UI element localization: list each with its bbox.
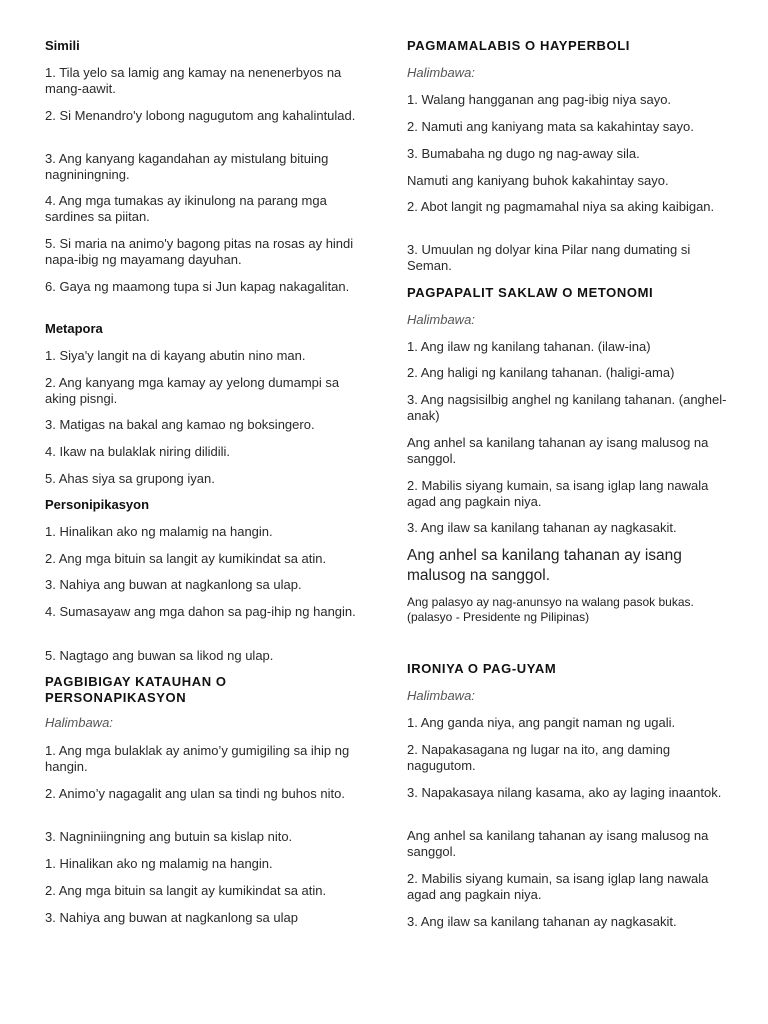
left-section-heading: Simili xyxy=(45,38,80,53)
right-line: 2. Namuti ang kaniyang mata sa kakahintay sayo. xyxy=(407,119,694,134)
left-line: 1. Ang mga bulaklak ay animo’y gumigiling sa ihip ng hangin. xyxy=(45,743,350,774)
left-line: 2. Ang kanyang mga kamay ay yelong dumampi sa aking pisngi. xyxy=(45,375,340,406)
left-line: 3. Nahiya ang buwan at nagkanlong sa ulap xyxy=(45,910,298,925)
left-line: 3. Matigas na bakal ang kamao ng boksingero. xyxy=(45,417,315,432)
right-line: 2. Mabilis siyang kumain, sa isang iglap lang nawala agad ang pagkain niya. xyxy=(407,478,709,509)
left-section-heading: Metapora xyxy=(45,321,103,336)
right-line: 2. Abot langit ng pagmamahal niya sa aking kaibigan. xyxy=(407,199,715,214)
right-line: 3. Ang ilaw sa kanilang tahanan ay nagkasakit. xyxy=(407,520,677,535)
left-line: 2. Ang mga bituin sa langit ay kumikindat sa atin. xyxy=(45,883,327,898)
right-section-heading: PAGMAMALABIS O HAYPERBOLI xyxy=(407,38,631,53)
left-example-label: Halimbawa: xyxy=(45,715,113,730)
left-line: 2. Ang mga bituin sa langit ay kumikindat sa atin. xyxy=(45,551,327,566)
right-line: Ang anhel sa kanilang tahanan ay isang malusog na sanggol. xyxy=(407,435,709,466)
left-line: 3. Nahiya ang buwan at nagkanlong sa ulap. xyxy=(45,577,302,592)
right-line: 2. Ang haligi ng kanilang tahanan. (haligi-ama) xyxy=(407,365,675,380)
right-example-label: Halimbawa: xyxy=(407,312,475,327)
left-line: 4. Ikaw na bulaklak niring dilidili. xyxy=(45,444,230,459)
right-line: 2. Napakasagana ng lugar na ito, ang daming nagugutom. xyxy=(407,742,671,773)
left-line: 5. Nagtago ang buwan sa likod ng ulap. xyxy=(45,648,274,663)
right-large-line: Ang anhel sa kanilang tahanan ay isang malusog na sanggol. xyxy=(407,547,682,584)
right-line: 3. Napakasaya nilang kasama, ako ay laging inaantok. xyxy=(407,785,722,800)
right-line: 3. Ang nagsisilbig anghel ng kanilang tahanan. (anghel-anak) xyxy=(407,392,727,423)
left-line: 1. Siya'y langit na di kayang abutin nino man. xyxy=(45,348,306,363)
left-section-heading: Personipikasyon xyxy=(45,497,150,512)
left-line: 4. Sumasayaw ang mga dahon sa pag-ihip ng hangin. xyxy=(45,604,356,619)
left-line: 4. Ang mga tumakas ay ikinulong na parang mga sardines sa piitan. xyxy=(45,193,327,224)
right-line: 1. Walang hangganan ang pag-ibig niya sayo. xyxy=(407,92,672,107)
left-line: 6. Gaya ng maamong tupa si Jun kapag nakagalitan. xyxy=(45,279,350,294)
right-line: 2. Mabilis siyang kumain, sa isang iglap lang nawala agad ang pagkain niya. xyxy=(407,871,709,902)
left-line: 1. Hinalikan ako ng malamig na hangin. xyxy=(45,524,273,539)
right-section-heading: IRONIYA O PAG-UYAM xyxy=(407,661,557,676)
left-line: 2. Si Menandro'y lobong nagugutom ang kahalintulad. xyxy=(45,108,356,123)
right-line: 3. Ang ilaw sa kanilang tahanan ay nagkasakit. xyxy=(407,914,677,929)
right-line: 1. Ang ilaw ng kanilang tahanan. (ilaw-ina) xyxy=(407,339,651,354)
right-example-label: Halimbawa: xyxy=(407,65,475,80)
right-section-heading: PAGPAPALIT SAKLAW O METONOMI xyxy=(407,285,654,300)
right-line: Namuti ang kaniyang buhok kakahintay sayo. xyxy=(407,173,669,188)
left-line: 5. Ahas siya sa grupong iyan. xyxy=(45,471,215,486)
left-line: 5. Si maria na animo'y bagong pitas na rosas ay hindi napa-ibig ng mayamang dayuhan. xyxy=(45,236,354,267)
right-example-label: Halimbawa: xyxy=(407,688,475,703)
right-small-line: Ang palasyo ay nag-anunsyo na walang pasok bukas. (palasyo - Presidente ng Pilipinas) xyxy=(407,595,694,624)
right-line: Ang anhel sa kanilang tahanan ay isang malusog na sanggol. xyxy=(407,828,709,859)
left-line: 3. Ang kanyang kagandahan ay mistulang bituing nagniningning. xyxy=(45,151,329,182)
right-line: 3. Bumabaha ng dugo ng nag-away sila. xyxy=(407,146,640,161)
right-line: 1. Ang ganda niya, ang pangit naman ng ugali. xyxy=(407,715,676,730)
left-line: 1. Tila yelo sa lamig ang kamay na nenenerbyos na mang-aawit. xyxy=(45,65,342,96)
right-line: 3. Umuulan ng dolyar kina Pilar nang dumating si Seman. xyxy=(407,242,691,273)
left-line: 3. Nagniniingning ang butuin sa kislap nito. xyxy=(45,829,293,844)
left-line: 2. Animo’y nagagalit ang ulan sa tindi ng buhos nito. xyxy=(45,786,345,801)
left-section-heading: PAGBIBIGAY KATAUHAN O PERSONAPIKASYON xyxy=(45,674,227,705)
left-line: 1. Hinalikan ako ng malamig na hangin. xyxy=(45,856,273,871)
